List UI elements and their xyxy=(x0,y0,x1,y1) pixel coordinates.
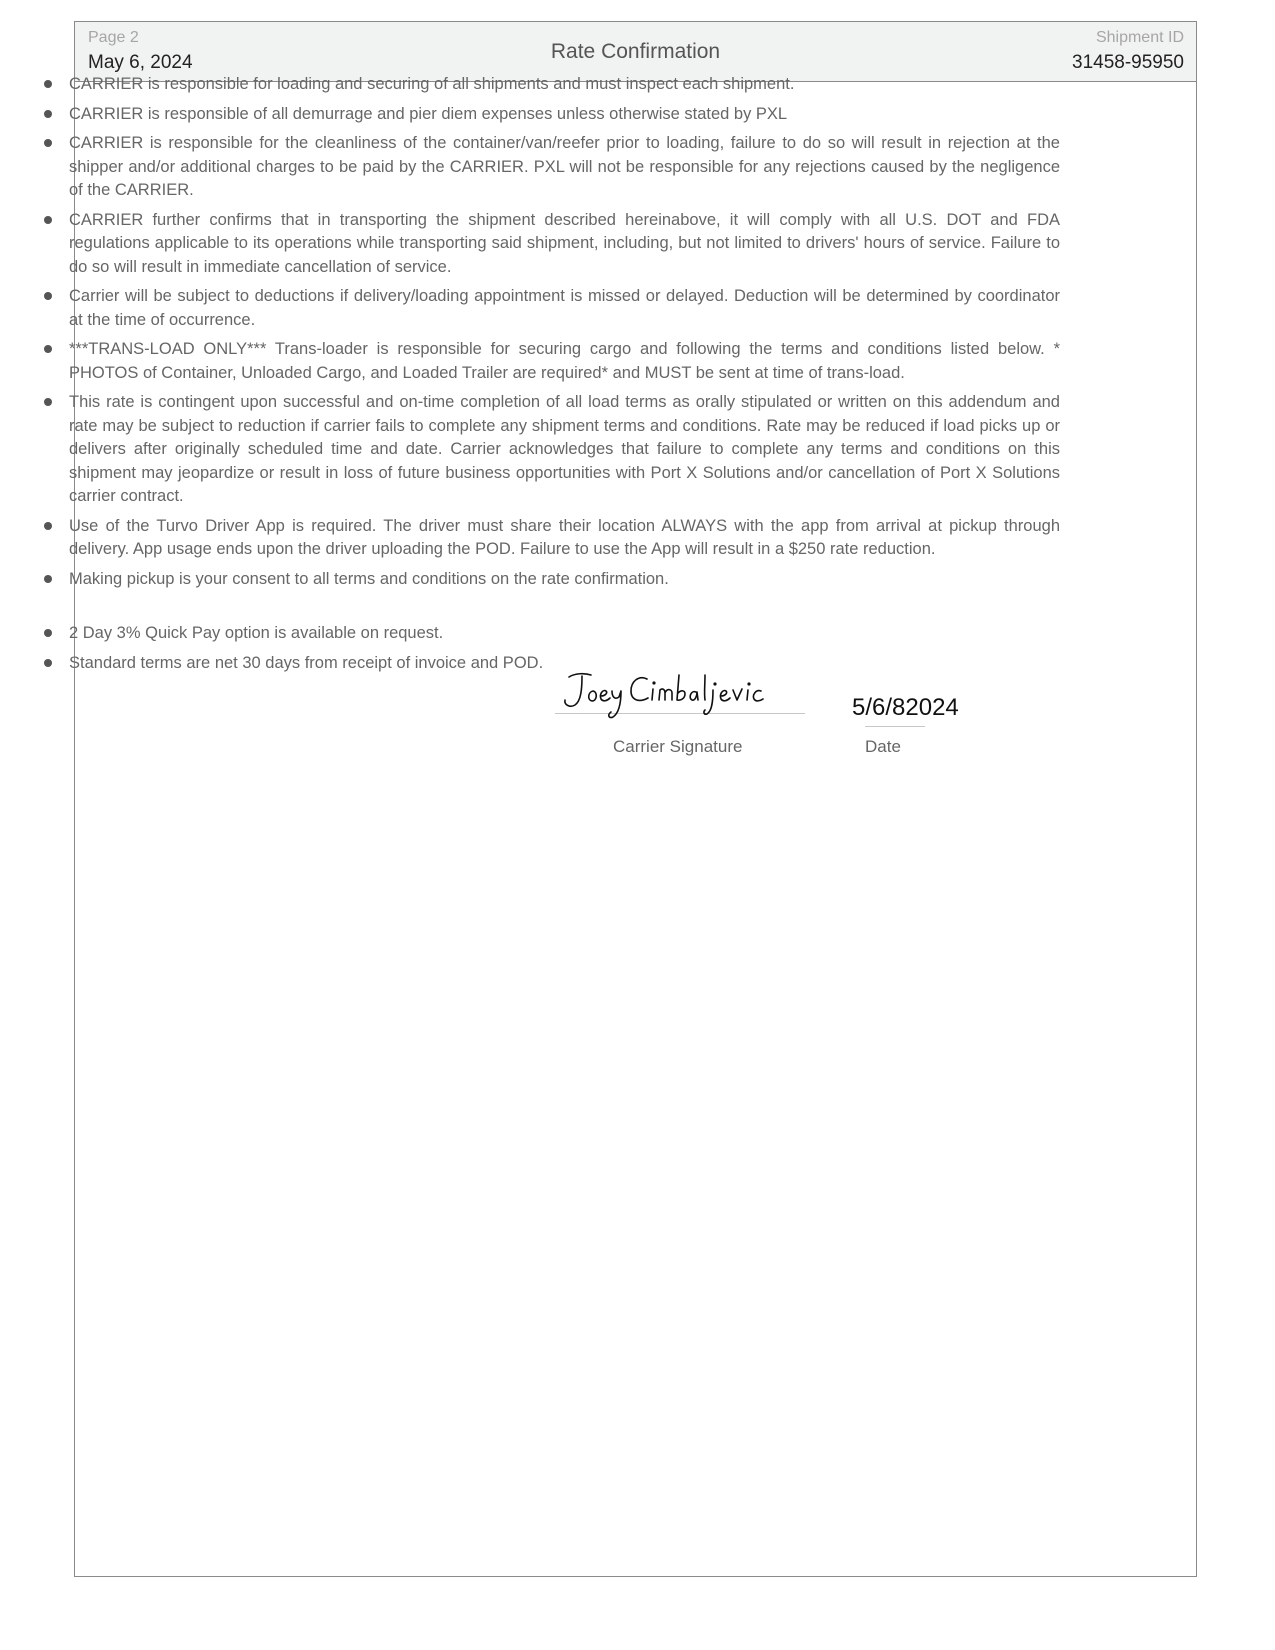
term-item: CARRIER is responsible for loading and securing of all shipments and must inspect each shipment. xyxy=(42,73,1060,97)
signature-date-value: 5/6/82024 xyxy=(852,694,959,721)
term-item: CARRIER is responsible of all demurrage and pier diem expenses unless otherwise stated by PXL xyxy=(42,103,1060,127)
signature-date-label: Date xyxy=(865,737,901,756)
term-item: CARRIER further confirms that in transporting the shipment described hereinabove, it will comply with all U.S. DOT and FDA regulations applicable to its operations while transporting said shipment, including, but not limited to drivers' hours of service. Failure to do so will result in immediate cancellation of service. xyxy=(42,209,1060,280)
page-number: Page 2 xyxy=(88,29,139,46)
term-item: CARRIER is responsible for the cleanliness of the container/van/reefer prior to loading, failure to do so will result in rejection at the shipper and/or additional charges to be paid by the CARRIER. PXL will not be responsible for any rejections caused by the negligence of the CARRIER. xyxy=(42,132,1060,203)
term-item: This rate is contingent upon successful and on-time completion of all load terms as orally stipulated or written on this addendum and rate may be subject to reduction if carrier fails to complete any shipment terms and conditions. Rate may be reduced if load picks up or delivers after originally scheduled time and date. Carrier acknowledges that failure to complete any terms and conditions on this shipment may jeopardize or result in loss of future business opportunities with Port X Solutions and/or cancellation of Port X Solutions carrier contract. xyxy=(42,391,1060,509)
terms-list xyxy=(42,73,1060,597)
signature-date-block xyxy=(852,667,1012,756)
handwritten-signature-image xyxy=(555,667,805,723)
shipment-id-value: 31458-95950 xyxy=(1072,52,1184,73)
term-item: Use of the Turvo Driver App is required. The driver must share their location ALWAYS with the app from arrival at pickup through delivery. App usage ends upon the driver uploading the POD. Failure to use the App will result in a $250 rate reduction. xyxy=(42,515,1060,562)
document-title: Rate Confirmation xyxy=(550,40,721,63)
carrier-signature-label: Carrier Signature xyxy=(613,737,743,756)
term-item: ***TRANS-LOAD ONLY*** Trans-loader is responsible for securing cargo and following the terms and conditions listed below. * PHOTOS of Container, Unloaded Cargo, and Loaded Trailer are required* and MUST be sent at time of trans-load. xyxy=(42,338,1060,385)
payment-term-item: 2 Day 3% Quick Pay option is available on request. xyxy=(42,622,1060,646)
date-line xyxy=(865,726,925,727)
term-item: Making pickup is your consent to all terms and conditions on the rate confirmation. xyxy=(42,568,1060,592)
document-date: May 6, 2024 xyxy=(88,52,193,73)
shipment-id-label: Shipment ID xyxy=(1095,29,1184,46)
carrier-signature xyxy=(555,667,805,714)
payment-term-item: Standard terms are net 30 days from receipt of invoice and POD. xyxy=(42,652,1060,676)
term-item: Carrier will be subject to deductions if delivery/loading appointment is missed or delayed. Deduction will be determined by coordinator at the time of occurrence. xyxy=(42,285,1060,332)
